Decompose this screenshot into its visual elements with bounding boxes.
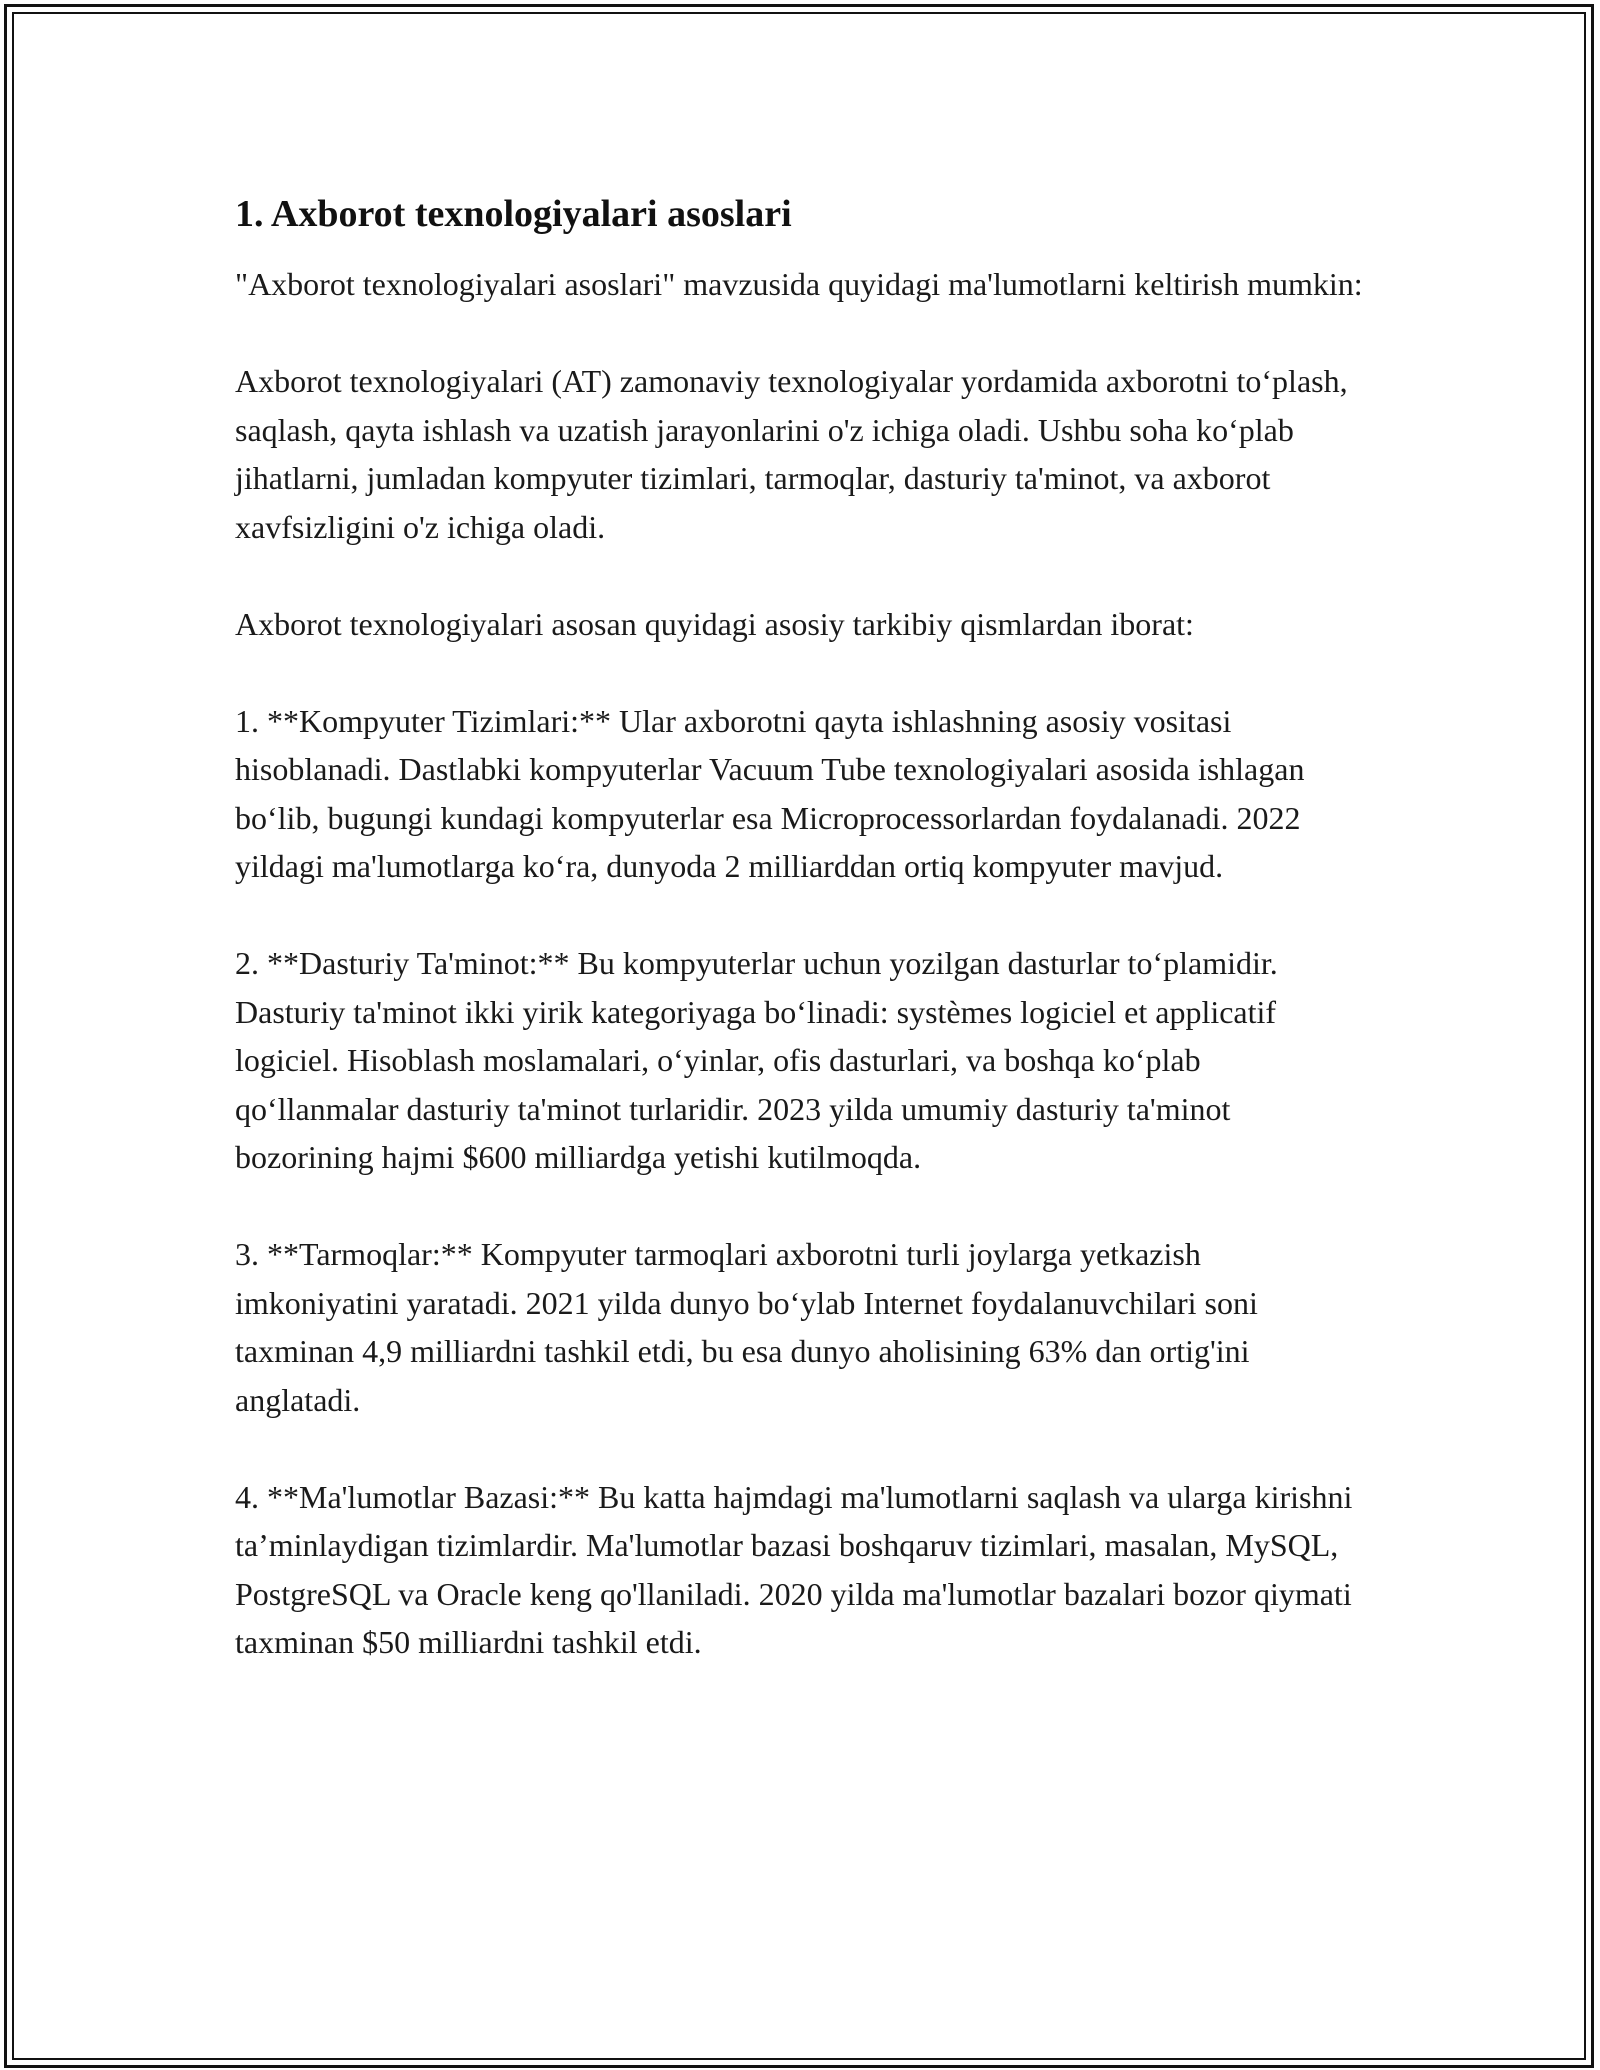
components-intro-paragraph: Axborot texnologiyalari asosan quyidagi asosiy tarkibiy qismlardan iborat: (235, 605, 1194, 642)
document-body (235, 190, 1365, 1715)
list-item-computer-systems: 1. **Kompyuter Tizimlari:** Ular axborotni qayta ishlashning asosiy vositasi hisoblanadi. Dastlabki kompyuterlar Vacuum Tube texnologiyalari asosida ishlagan bo‘lib, bugungi kundagi kompyuterlar esa Microprocessorlardan foydalanadi. 2022 yildagi ma'lumotlarga ko‘ra, dunyoda 2 milliarddan ortiq kompyuter mavjud. (235, 702, 1305, 884)
list-item-databases: 4. **Ma'lumotlar Bazasi:** Bu katta hajmdagi ma'lumotlarni saqlash va ularga kirishni ta’minlaydigan tizimlardir. Ma'lumotlar bazasi boshqaruv tizimlari, masalan, MySQL, PostgreSQL va Oracle keng qo'llaniladi. 2020 yilda ma'lumotlar bazalari bozor qiymati taxminan $50 milliardni tashkil etdi. (235, 1478, 1353, 1660)
definition-paragraph: Axborot texnologiyalari (AT) zamonaviy texnologiyalar yordamida axborotni to‘plash, saqlash, qayta ishlash va uzatish jarayonlarini o'z ichiga oladi. Ushbu soha ko‘plab jihatlarni, jumladan kompyuter tizimlari, tarmoqlar, dasturiy ta'minot, va axborot xavfsizligini o'z ichiga oladi. (235, 363, 1348, 545)
intro-paragraph: "Axborot texnologiyalari asoslari" mavzusida quyidagi ma'lumotlarni keltirish mumkin: (235, 266, 1363, 302)
list-item-networks: 3. **Tarmoqlar:** Kompyuter tarmoqlari axborotni turli joylarga yetkazish imkoniyatini yaratadi. 2021 yilda dunyo bo‘ylab Internet foydalanuvchilari soni taxminan 4,9 milliardni tashkil etdi, bu esa dunyo aholisining 63% dan ortig'ini anglatadi. (235, 1236, 1258, 1418)
list-item-software: 2. **Dasturiy Ta'minot:** Bu kompyuterlar uchun yozilgan dasturlar to‘plamidir. Dasturiy ta'minot ikki yirik kategoriyaga bo‘linadi: systèmes logiciel et applicatif logiciel. Hisoblash moslamalari, o‘yinlar, ofis dasturlari, va boshqa ko‘plab qo‘llanmalar dasturiy ta'minot turlaridir. 2023 yilda umumiy dasturiy ta'minot bozorining hajmi $600 milliardga yetishi kutilmoqda. (235, 945, 1278, 1175)
document-title: 1. Axborot texnologiyalari asoslari (235, 193, 792, 235)
